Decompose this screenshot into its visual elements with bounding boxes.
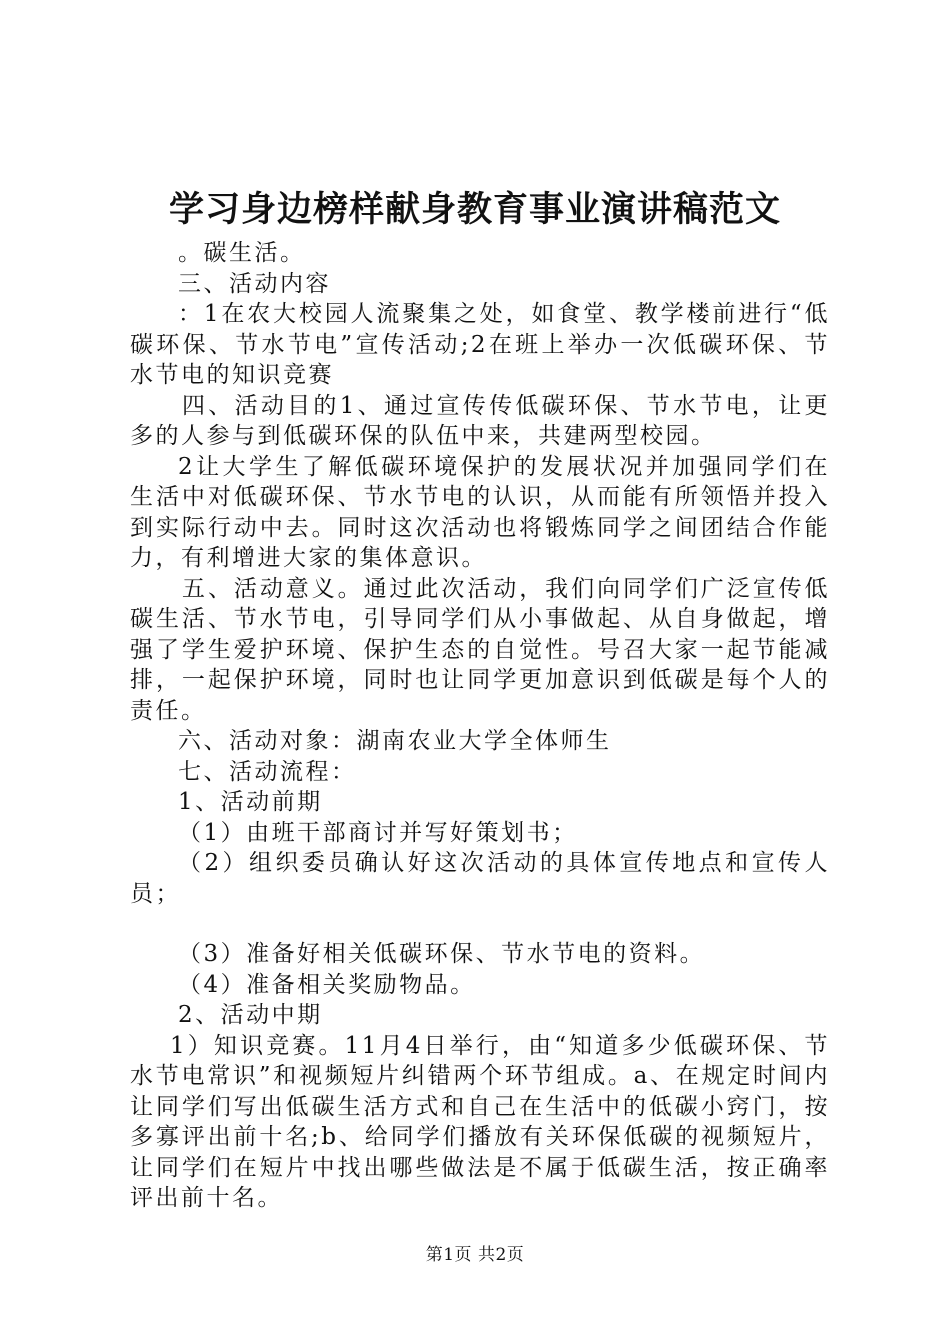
- document-title: 学习身边榜样献身教育事业演讲稿范文: [168, 189, 781, 230]
- paragraph-4: 四、活动目的1、通过宣传传低碳环保、节水节电，让更多的人参与到低碳环保的队伍中来，共建两型校园。: [130, 392, 830, 449]
- paragraph-12: （3）准备好相关低碳环保、节水节电的资料。: [178, 941, 706, 967]
- paragraph-1: 。碳生活。: [178, 240, 306, 266]
- paragraph-6: 五、活动意义。通过此次活动，我们向同学们广泛宣传低碳生活、节水节电，引导同学们从小事做起、从自身做起，增强了学生爱护环境、保护生态的自觉性。号召大家一起节能减排，一起保护环境，同时也让同学更加意识到低碳是每个人的责任。: [130, 575, 830, 724]
- paragraph-7: 六、活动对象：湖南农业大学全体师生: [178, 728, 612, 754]
- page-footer: 第1页 共2页: [425, 1245, 525, 1265]
- paragraph-3: ：1在农大校园人流聚集之处，如食堂、教学楼前进行“低碳环保、节水节电”宣传活动;2在班上举办一次低碳环保、节水节电的知识竞赛: [130, 301, 830, 388]
- paragraph-5: 2让大学生了解低碳环境保护的发展状况并加强同学们在生活中对低碳环保、节水节电的认识，从而能有所领悟并投入到实际行动中去。同时这次活动也将锻炼同学之间团结合作能力，有利增进大家的集体意识。: [130, 453, 830, 571]
- paragraph-9: 1、活动前期: [178, 789, 323, 815]
- document-body: [130, 238, 830, 1214]
- paragraph-13: （4）准备相关奖励物品。: [178, 971, 476, 998]
- paragraph-8: 七、活动流程：: [178, 758, 357, 785]
- paragraph-15: 1）知识竞赛。11月4日举行，由“知道多少低碳环保、节水节电常识”和视频短片纠错两个环节组成。a、在规定时间内让同学们写出低碳生活方式和自己在生活中的低碳小窍门，按多寡评出前十名;b、给同学们播放有关环保低碳的视频短片，让同学们在短片中找出哪些做法是不属于低碳生活，按正确率评出前十名。: [130, 1032, 830, 1211]
- paragraph-10: （1）由班干部商讨并写好策划书；: [178, 819, 578, 846]
- paragraph-14: 2、活动中期: [178, 1002, 323, 1028]
- paragraph-2: 三、活动内容: [178, 270, 331, 297]
- paragraph-gap: [130, 909, 830, 939]
- paragraph-11: （2）组织委员确认好这次活动的具体宣传地点和宣传人员；: [130, 850, 830, 907]
